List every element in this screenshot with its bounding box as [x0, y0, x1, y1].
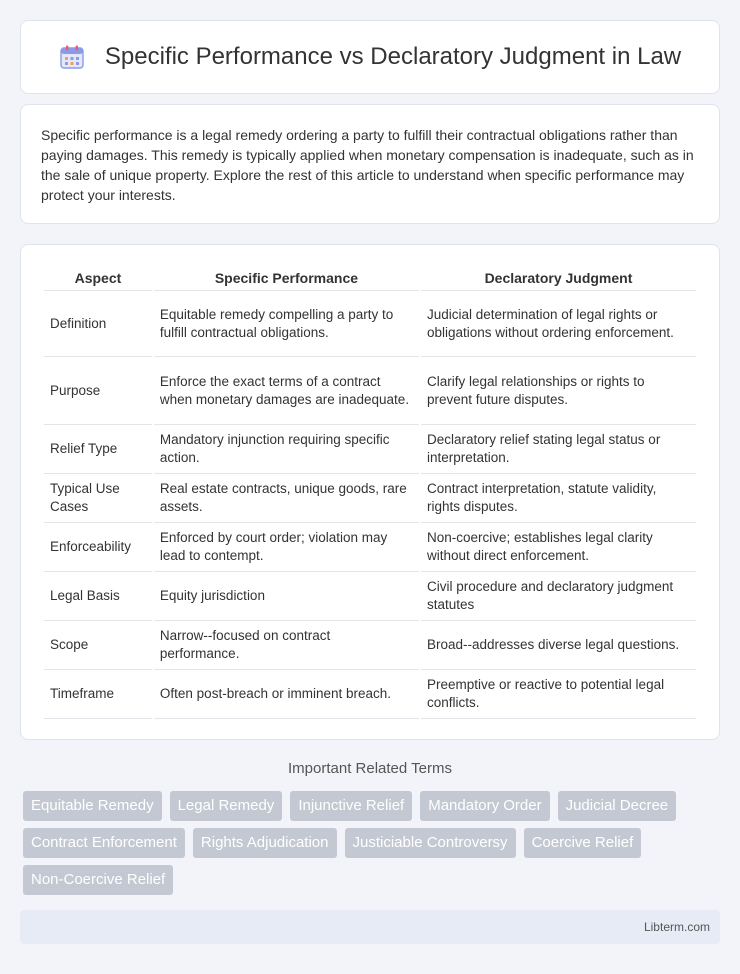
row-specific-performance: Real estate contracts, unique goods, rare assets.: [154, 474, 419, 523]
row-declaratory-judgment: Civil procedure and declaratory judgment statutes: [421, 572, 696, 621]
row-specific-performance: Mandatory injunction requiring specific action.: [154, 425, 419, 474]
related-term-tag[interactable]: Contract Enforcement: [23, 828, 185, 858]
row-specific-performance: Equitable remedy compelling a party to fulfill contractual obligations.: [154, 291, 419, 357]
row-aspect: Definition: [44, 291, 152, 357]
intro-text: Specific performance is a legal remedy ordering a party to fulfill their contractual obligations rather than paying damages. This remedy is typically applied when monetary compensation is inadequate, such as in the sale of unique property. Explore the rest of this article to understand when specific performance may protect your interests.: [41, 127, 694, 203]
row-aspect: Typical Use Cases: [44, 474, 152, 523]
header-declaratory-judgment: Declaratory Judgment: [421, 265, 696, 291]
related-term-tag[interactable]: Non-Coercive Relief: [23, 865, 173, 895]
row-specific-performance: Equity jurisdiction: [154, 572, 419, 621]
table-row: [44, 425, 696, 474]
row-aspect: Scope: [44, 621, 152, 670]
intro-card: [20, 104, 720, 224]
table-row: [44, 621, 696, 670]
row-aspect: Legal Basis: [44, 572, 152, 621]
related-term-tag[interactable]: Mandatory Order: [420, 791, 549, 821]
row-declaratory-judgment: Judicial determination of legal rights or obligations without ordering enforcement.: [421, 291, 696, 357]
related-term-tag[interactable]: Rights Adjudication: [193, 828, 337, 858]
comparison-card: [20, 244, 720, 740]
row-specific-performance: Enforced by court order; violation may lead to contempt.: [154, 523, 419, 572]
footer-site-link[interactable]: Libterm.com: [643, 920, 710, 934]
table-row: [44, 291, 696, 357]
table-row: [44, 523, 696, 572]
footer: [20, 910, 720, 944]
row-declaratory-judgment: Declaratory relief stating legal status or interpretation.: [421, 425, 696, 474]
table-row: [44, 572, 696, 621]
row-aspect: Purpose: [44, 357, 152, 425]
row-specific-performance: Enforce the exact terms of a contract when monetary damages are inadequate.: [154, 357, 419, 425]
related-term-tag[interactable]: Legal Remedy: [170, 791, 283, 821]
table-row: [44, 670, 696, 719]
row-aspect: Relief Type: [44, 425, 152, 474]
row-aspect: Enforceability: [44, 523, 152, 572]
header-card: [20, 20, 720, 94]
row-declaratory-judgment: Clarify legal relationships or rights to prevent future disputes.: [421, 357, 696, 425]
page-title: Specific Performance vs Declaratory Judgment in Law: [104, 43, 682, 70]
related-term-tag[interactable]: Justiciable Controversy: [345, 828, 516, 858]
row-declaratory-judgment: Preemptive or reactive to potential legal conflicts.: [421, 670, 696, 719]
row-declaratory-judgment: Contract interpretation, statute validity, rights disputes.: [421, 474, 696, 523]
row-declaratory-judgment: Broad--addresses diverse legal questions.: [421, 621, 696, 670]
table-header-row: [44, 265, 696, 291]
table-row: [44, 357, 696, 425]
related-term-tag[interactable]: Equitable Remedy: [23, 791, 162, 821]
related-term-tag[interactable]: Injunctive Relief: [290, 791, 412, 821]
comparison-table: [42, 265, 698, 719]
row-specific-performance: Often post-breach or imminent breach.: [154, 670, 419, 719]
row-specific-performance: Narrow--focused on contract performance.: [154, 621, 419, 670]
related-term-tag[interactable]: Judicial Decree: [558, 791, 677, 821]
related-terms-title: Important Related Terms: [288, 760, 452, 777]
row-declaratory-judgment: Non-coercive; establishes legal clarity without direct enforcement.: [421, 523, 696, 572]
calendar-icon: [59, 44, 85, 70]
related-terms-list: [23, 791, 723, 895]
related-term-tag[interactable]: Coercive Relief: [524, 828, 642, 858]
header-aspect: Aspect: [44, 265, 152, 291]
table-row: [44, 474, 696, 523]
header-specific-performance: Specific Performance: [154, 265, 419, 291]
row-aspect: Timeframe: [44, 670, 152, 719]
